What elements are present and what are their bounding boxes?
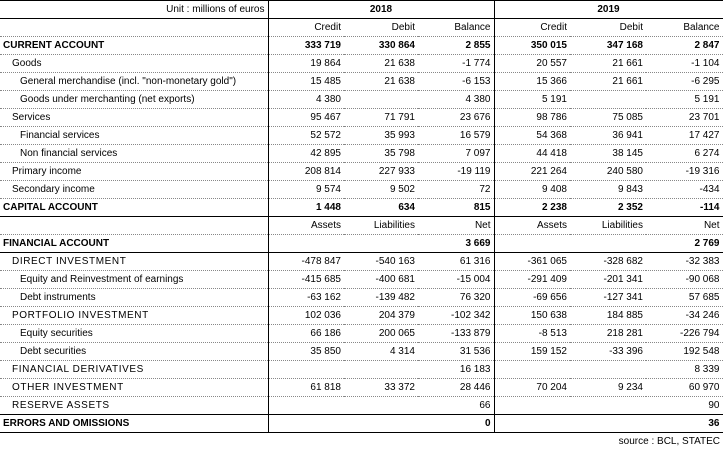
- cell: [268, 361, 344, 379]
- cell: 9 502: [344, 181, 418, 199]
- table-row-current-account: [0, 37, 723, 55]
- col-liabilities-2019: Liabilities: [570, 217, 646, 235]
- row-label: CURRENT ACCOUNT: [0, 37, 268, 55]
- cell: 7 097: [418, 145, 494, 163]
- row-label: Goods under merchanting (net exports): [0, 91, 268, 109]
- cell: -90 068: [646, 271, 723, 289]
- cell: -34 246: [646, 307, 723, 325]
- cell: -226 794: [646, 325, 723, 343]
- cell: -114: [646, 199, 723, 217]
- cell: 35 993: [344, 127, 418, 145]
- cell: -540 163: [344, 253, 418, 271]
- cell: 4 380: [268, 91, 344, 109]
- empty-header-cell: [0, 19, 268, 37]
- cell: 184 885: [570, 307, 646, 325]
- col-credit-2019: Credit: [494, 19, 570, 37]
- table-row-debt-instruments: [0, 289, 723, 307]
- cell: 76 320: [418, 289, 494, 307]
- cell: -15 004: [418, 271, 494, 289]
- row-label: DIRECT INVESTMENT: [0, 253, 268, 271]
- col-credit-2018: Credit: [268, 19, 344, 37]
- table-row-reserve-assets: [0, 397, 723, 415]
- cell: 6 274: [646, 145, 723, 163]
- col-balance-2019: Balance: [646, 19, 723, 37]
- cell: -102 342: [418, 307, 494, 325]
- table-row-financial-services: [0, 127, 723, 145]
- cell: 350 015: [494, 37, 570, 55]
- cell: 98 786: [494, 109, 570, 127]
- cell: 2 238: [494, 199, 570, 217]
- cell: 44 418: [494, 145, 570, 163]
- col-liabilities-2018: Liabilities: [344, 217, 418, 235]
- empty-header-cell: [0, 217, 268, 235]
- cell: 4 314: [344, 343, 418, 361]
- cell: -63 162: [268, 289, 344, 307]
- cell: -19 119: [418, 163, 494, 181]
- cell: 57 685: [646, 289, 723, 307]
- cell: 200 065: [344, 325, 418, 343]
- cell: 2 352: [570, 199, 646, 217]
- cell: 5 191: [646, 91, 723, 109]
- year-2018-header: 2018: [268, 1, 494, 19]
- cell: [344, 361, 418, 379]
- row-label: ERRORS AND OMISSIONS: [0, 415, 268, 433]
- row-label: General merchandise (incl. "non-monetary gold"): [0, 73, 268, 91]
- table-row-financial-account: [0, 235, 723, 253]
- cell: 54 368: [494, 127, 570, 145]
- cell: 38 145: [570, 145, 646, 163]
- row-label: FINANCIAL ACCOUNT: [0, 235, 268, 253]
- cell: 61 818: [268, 379, 344, 397]
- cell: -361 065: [494, 253, 570, 271]
- cell: 72: [418, 181, 494, 199]
- cell: 21 661: [570, 55, 646, 73]
- table-row-secondary-income: [0, 181, 723, 199]
- table-row-primary-income: [0, 163, 723, 181]
- financial-header-row: [0, 217, 723, 235]
- row-label: FINANCIAL DERIVATIVES: [0, 361, 268, 379]
- cell: 2 769: [646, 235, 723, 253]
- cell: -133 879: [418, 325, 494, 343]
- cell: 8 339: [646, 361, 723, 379]
- cell: 218 281: [570, 325, 646, 343]
- table-row-goods-under-merchanting: [0, 91, 723, 109]
- cell: -33 396: [570, 343, 646, 361]
- cell: [344, 397, 418, 415]
- cell: -139 482: [344, 289, 418, 307]
- cell: 227 933: [344, 163, 418, 181]
- cell: -1 774: [418, 55, 494, 73]
- cell: 66 186: [268, 325, 344, 343]
- cell: 23 676: [418, 109, 494, 127]
- row-label: Non financial services: [0, 145, 268, 163]
- row-label: Debt instruments: [0, 289, 268, 307]
- year-2019-header: 2019: [494, 1, 723, 19]
- table-row-services: [0, 109, 723, 127]
- row-label: Equity and Reinvestment of earnings: [0, 271, 268, 289]
- cell: -1 104: [646, 55, 723, 73]
- col-assets-2018: Assets: [268, 217, 344, 235]
- cell: -19 316: [646, 163, 723, 181]
- row-label: Financial services: [0, 127, 268, 145]
- cell: 19 864: [268, 55, 344, 73]
- cell: [570, 361, 646, 379]
- table-row-non-financial-services: [0, 145, 723, 163]
- table-row-errors-omissions: [0, 415, 723, 433]
- cell: 208 814: [268, 163, 344, 181]
- cell: 192 548: [646, 343, 723, 361]
- cell: -69 656: [494, 289, 570, 307]
- cell: 150 638: [494, 307, 570, 325]
- cell: 35 850: [268, 343, 344, 361]
- row-label: CAPITAL ACCOUNT: [0, 199, 268, 217]
- cell: [344, 91, 418, 109]
- row-label: OTHER INVESTMENT: [0, 379, 268, 397]
- row-label: Services: [0, 109, 268, 127]
- cell: [494, 361, 570, 379]
- cell: 61 316: [418, 253, 494, 271]
- col-net-2019: Net: [646, 217, 723, 235]
- cell: 159 152: [494, 343, 570, 361]
- cell: 31 536: [418, 343, 494, 361]
- cell: -6 153: [418, 73, 494, 91]
- row-label: Primary income: [0, 163, 268, 181]
- cell: 52 572: [268, 127, 344, 145]
- cell: [570, 235, 646, 253]
- cell: 1 448: [268, 199, 344, 217]
- cell: 240 580: [570, 163, 646, 181]
- cell: -434: [646, 181, 723, 199]
- cell: -328 682: [570, 253, 646, 271]
- cell: -400 681: [344, 271, 418, 289]
- cell: 634: [344, 199, 418, 217]
- cell: [268, 415, 344, 433]
- cell: [570, 91, 646, 109]
- col-debit-2018: Debit: [344, 19, 418, 37]
- cell: [494, 415, 570, 433]
- column-header-row: [0, 19, 723, 37]
- col-net-2018: Net: [418, 217, 494, 235]
- cell: 71 791: [344, 109, 418, 127]
- cell: 36 941: [570, 127, 646, 145]
- cell: 221 264: [494, 163, 570, 181]
- cell: 20 557: [494, 55, 570, 73]
- cell: 21 638: [344, 55, 418, 73]
- cell: 347 168: [570, 37, 646, 55]
- cell: 9 234: [570, 379, 646, 397]
- cell: 16 183: [418, 361, 494, 379]
- cell: 15 485: [268, 73, 344, 91]
- row-label: Goods: [0, 55, 268, 73]
- cell: [494, 235, 570, 253]
- cell: 17 427: [646, 127, 723, 145]
- cell: 16 579: [418, 127, 494, 145]
- cell: 2 847: [646, 37, 723, 55]
- cell: 21 661: [570, 73, 646, 91]
- table-row-goods: [0, 55, 723, 73]
- cell: 3 669: [418, 235, 494, 253]
- cell: 66: [418, 397, 494, 415]
- table-row-direct-investment: [0, 253, 723, 271]
- cell: 70 204: [494, 379, 570, 397]
- cell: -8 513: [494, 325, 570, 343]
- cell: 75 085: [570, 109, 646, 127]
- cell: 4 380: [418, 91, 494, 109]
- cell: [268, 397, 344, 415]
- cell: 330 864: [344, 37, 418, 55]
- cell: -6 295: [646, 73, 723, 91]
- row-label: Equity securities: [0, 325, 268, 343]
- source-note: source : BCL, STATEC: [618, 436, 720, 447]
- cell: [344, 415, 418, 433]
- row-label: Debt securities: [0, 343, 268, 361]
- table-row-portfolio-investment: [0, 307, 723, 325]
- table-row-capital-account: [0, 199, 723, 217]
- cell: -478 847: [268, 253, 344, 271]
- cell: -415 685: [268, 271, 344, 289]
- cell: 95 467: [268, 109, 344, 127]
- cell: 0: [418, 415, 494, 433]
- cell: 204 379: [344, 307, 418, 325]
- row-label: PORTFOLIO INVESTMENT: [0, 307, 268, 325]
- table-row-financial-derivatives: [0, 361, 723, 379]
- cell: 42 895: [268, 145, 344, 163]
- cell: 9 843: [570, 181, 646, 199]
- cell: [344, 235, 418, 253]
- table-row-equity-reinvestment: [0, 271, 723, 289]
- cell: 815: [418, 199, 494, 217]
- cell: 90: [646, 397, 723, 415]
- cell: 33 372: [344, 379, 418, 397]
- cell: 36: [646, 415, 723, 433]
- cell: [268, 235, 344, 253]
- cell: 15 366: [494, 73, 570, 91]
- table-row-debt-securities: [0, 343, 723, 361]
- cell: -291 409: [494, 271, 570, 289]
- col-balance-2018: Balance: [418, 19, 494, 37]
- cell: 2 855: [418, 37, 494, 55]
- cell: -32 383: [646, 253, 723, 271]
- unit-label: Unit : millions of euros: [0, 1, 268, 19]
- cell: 28 446: [418, 379, 494, 397]
- cell: [494, 397, 570, 415]
- cell: [570, 397, 646, 415]
- cell: 5 191: [494, 91, 570, 109]
- cell: 23 701: [646, 109, 723, 127]
- year-header-row: [0, 1, 723, 19]
- cell: -201 341: [570, 271, 646, 289]
- cell: 21 638: [344, 73, 418, 91]
- cell: 102 036: [268, 307, 344, 325]
- cell: -127 341: [570, 289, 646, 307]
- cell: 333 719: [268, 37, 344, 55]
- cell: 9 574: [268, 181, 344, 199]
- row-label: Secondary income: [0, 181, 268, 199]
- col-debit-2019: Debit: [570, 19, 646, 37]
- table-row-general-merchandise: [0, 73, 723, 91]
- cell: [570, 415, 646, 433]
- row-label: RESERVE ASSETS: [0, 397, 268, 415]
- cell: 60 970: [646, 379, 723, 397]
- cell: 35 798: [344, 145, 418, 163]
- table-row-equity-securities: [0, 325, 723, 343]
- source-row: [0, 433, 723, 451]
- table-row-other-investment: [0, 379, 723, 397]
- cell: 9 408: [494, 181, 570, 199]
- col-assets-2019: Assets: [494, 217, 570, 235]
